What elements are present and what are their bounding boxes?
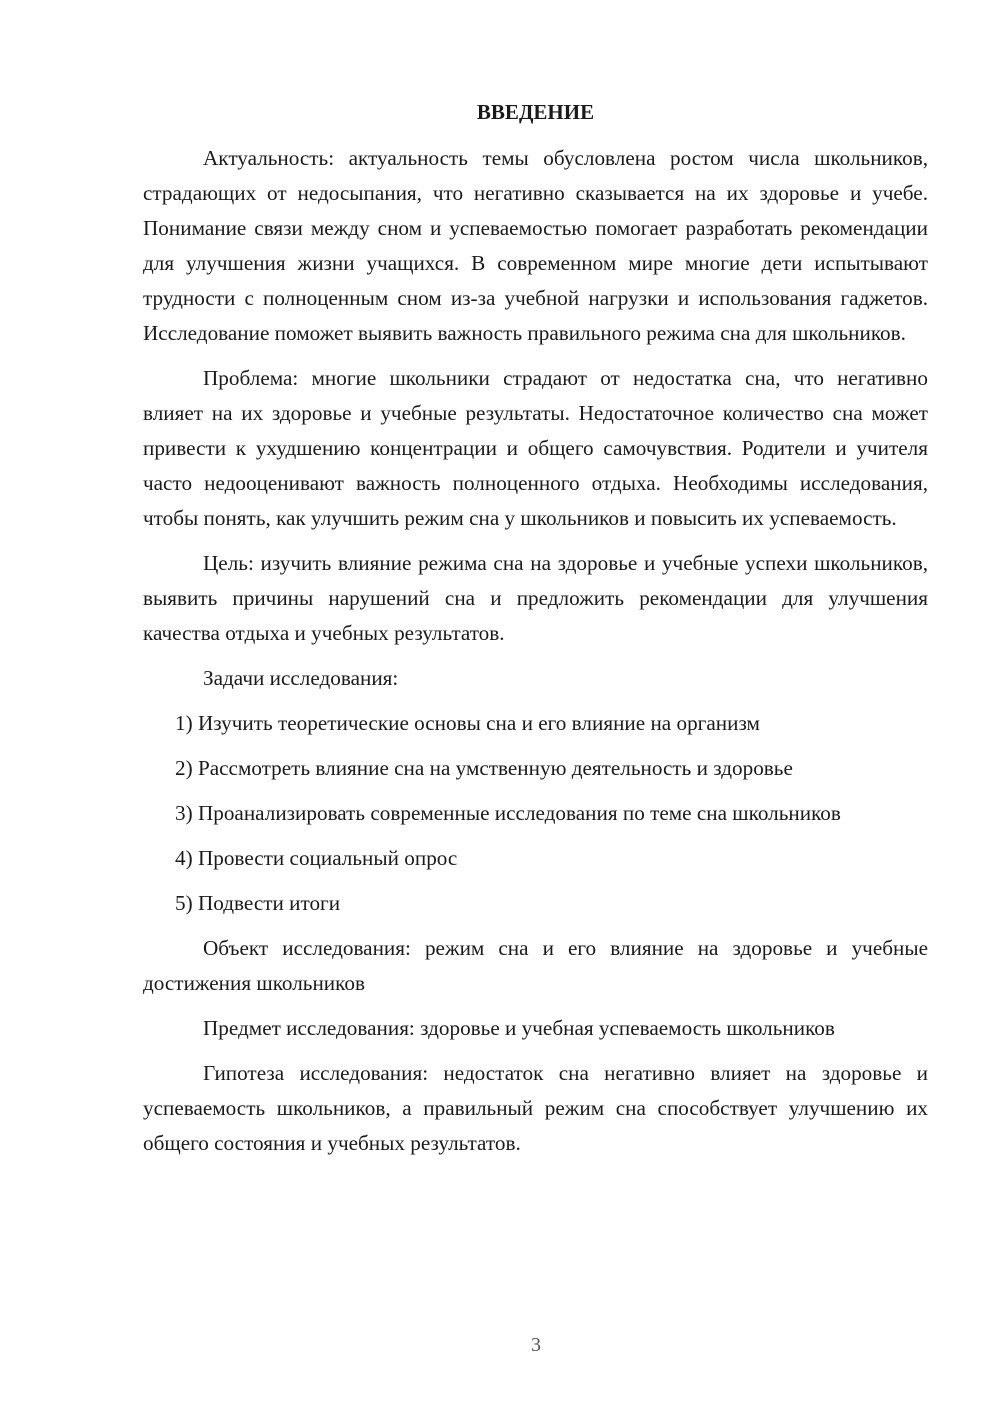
paragraph-relevance: Актуальность: актуальность темы обусловлена ростом числа школьников, страдающих от недосыпания, что негативно сказывается на их здоровье и учебе. Понимание связи между сном и успеваемостью помогает разработать рекомендации для улучшения жизни учащихся. В современном мире многие дети испытывают трудности с полноценным сном из-за учебной нагрузки и использования гаджетов. Исследование поможет выявить важность правильного режима сна для школьников. — [143, 146, 928, 345]
paragraph-hypothesis: Гипотеза исследования: недостаток сна негативно влияет на здоровье и успеваемость школьников, а правильный режим сна способствует улучшению их общего состояния и учебных результатов. — [143, 1061, 928, 1155]
list-item: 5) Подвести итоги — [175, 891, 341, 915]
document-body — [143, 141, 928, 1161]
paragraph-problem: Проблема: многие школьники страдают от недостатка сна, что негативно влияет на их здоровье и учебные результаты. Недостаточное количество сна может привести к ухудшению концентрации и общего самочувствия. Родители и учителя часто недооценивают важность полноценного отдыха. Необходимы исследования, чтобы понять, как улучшить режим сна у школьников и повысить их успеваемость. — [143, 366, 928, 530]
paragraph-goal: Цель: изучить влияние режима сна на здоровье и учебные успехи школьников, выявить причины нарушений сна и предложить рекомендации для улучшения качества отдыха и учебных результатов. — [143, 551, 928, 645]
tasks-title: Задачи исследования: — [203, 666, 399, 690]
paragraph-object: Объект исследования: режим сна и его влияние на здоровье и учебные достижения школьников — [143, 936, 928, 995]
list-item: 2) Рассмотреть влияние сна на умственную деятельность и здоровье — [175, 756, 793, 780]
paragraph-subject: Предмет исследования: здоровье и учебная успеваемость школьников — [203, 1016, 835, 1040]
list-item: 3) Проанализировать современные исследования по теме сна школьников — [175, 801, 841, 825]
list-item: 4) Провести социальный опрос — [175, 846, 458, 870]
list-item: 1) Изучить теоретические основы сна и его влияние на организм — [175, 711, 760, 735]
page-title: ВВЕДЕНИЕ — [476, 100, 595, 124]
page-number: 3 — [531, 1334, 541, 1356]
